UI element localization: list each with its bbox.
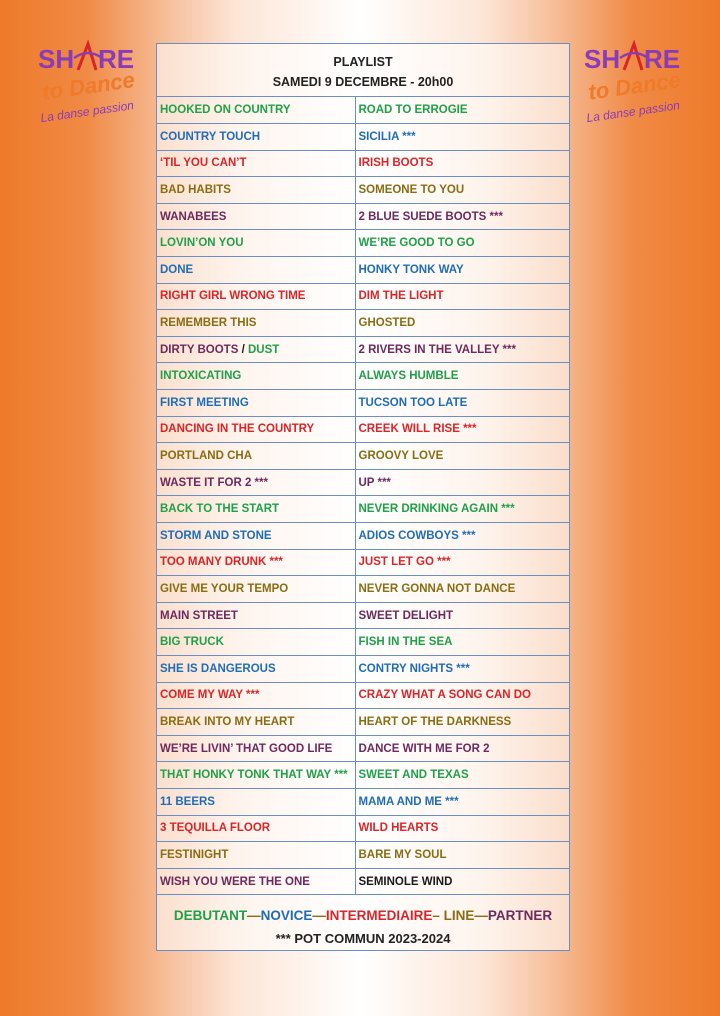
logo-text-to-dance: to Dance (586, 67, 683, 105)
song-title: SEMINOLE WIND (358, 875, 453, 888)
song-cell-left (157, 336, 355, 363)
song-cell-right (355, 97, 569, 124)
song-cell-right (355, 868, 569, 895)
song-cell-left (157, 576, 355, 603)
song-cell-left (157, 709, 355, 736)
song-title: INTOXICATING (160, 370, 242, 383)
song-cell-right (355, 390, 569, 417)
song-title: WE’RE LIVIN’ THAT GOOD LIFE (160, 742, 333, 755)
share-to-dance-logo-right (580, 36, 690, 126)
level-label: INTERMEDIAIRE (325, 908, 433, 924)
logo-text-sh: SH (584, 44, 621, 74)
song-cell-right (355, 124, 569, 151)
song-title: 2 BLUE SUEDE BOOTS *** (358, 210, 503, 223)
song-cell-right (355, 443, 569, 470)
table-row (157, 257, 569, 284)
song-title: GIVE ME YOUR TEMPO (160, 582, 289, 595)
logo-dancer-shape (78, 44, 96, 70)
song-title: SWEET DELIGHT (358, 609, 454, 622)
song-title: / (238, 343, 248, 356)
song-title: WASTE IT FOR 2 *** (160, 476, 268, 489)
table-row (157, 602, 569, 629)
song-cell-right (355, 523, 569, 550)
song-title: BAD HABITS (160, 184, 231, 197)
song-title: SICILIA *** (358, 130, 416, 143)
song-title: WANABEES (160, 210, 227, 223)
song-title: ‘TIL YOU CAN’T (160, 157, 247, 170)
song-title: ROAD TO ERROGIE (358, 104, 468, 117)
song-cell-left (157, 469, 355, 496)
song-title: JUST LET GO *** (358, 556, 451, 569)
song-cell-left (157, 655, 355, 682)
logo-text-re: RE (98, 44, 135, 74)
song-cell-left (157, 443, 355, 470)
song-cell-right (355, 257, 569, 284)
song-cell-right (355, 682, 569, 709)
song-title: DONE (160, 263, 194, 276)
song-cell-right (355, 549, 569, 576)
share-to-dance-logo-left (34, 36, 144, 126)
table-row (157, 709, 569, 736)
legend-footer (157, 895, 569, 951)
song-title: CONTRY NIGHTS *** (358, 662, 470, 675)
level-label: — (474, 908, 488, 924)
song-title: GHOSTED (358, 317, 416, 330)
song-cell-right (355, 203, 569, 230)
song-cell-right (355, 177, 569, 204)
song-title: STORM AND STONE (160, 529, 272, 542)
song-cell-left (157, 177, 355, 204)
song-title: CREEK WILL RISE *** (358, 423, 477, 436)
song-title: CRAZY WHAT A SONG CAN DO (358, 689, 531, 702)
table-row (157, 363, 569, 390)
table-row (157, 283, 569, 310)
table-row (157, 443, 569, 470)
song-title: BACK TO THE START (160, 503, 280, 516)
table-row (157, 390, 569, 417)
song-cell-right (355, 336, 569, 363)
footnote: *** POT COMMUN 2023-2024 (275, 931, 451, 947)
song-title: FESTINIGHT (160, 848, 229, 861)
table-row (157, 203, 569, 230)
song-title: SHE IS DANGEROUS (160, 662, 276, 675)
song-title: COME MY WAY *** (160, 689, 260, 702)
song-title: THAT HONKY TONK THAT WAY *** (160, 769, 348, 782)
logo-graphic (34, 36, 144, 126)
song-title: HOOKED ON COUNTRY (160, 104, 291, 117)
song-cell-right (355, 788, 569, 815)
song-cell-left (157, 629, 355, 656)
song-title: GROOVY LOVE (358, 450, 444, 463)
song-cell-left (157, 549, 355, 576)
song-cell-left (157, 842, 355, 869)
song-cell-left (157, 150, 355, 177)
song-cell-left (157, 97, 355, 124)
level-label: NOVICE (260, 908, 313, 924)
logo-tagline: La danse passion (585, 98, 681, 126)
song-title: NEVER GONNA NOT DANCE (358, 582, 516, 595)
song-cell-right (355, 310, 569, 337)
playlist-title: PLAYLIST (333, 55, 393, 69)
table-row (157, 124, 569, 151)
logo-graphic (580, 36, 690, 126)
song-cell-left (157, 363, 355, 390)
song-cell-right (355, 496, 569, 523)
song-cell-left (157, 762, 355, 789)
song-cell-left (157, 416, 355, 443)
song-title: BARE MY SOUL (358, 848, 447, 861)
song-title: HEART OF THE DARKNESS (358, 715, 512, 728)
song-cell-right (355, 762, 569, 789)
level-label: — (247, 908, 261, 924)
song-title: LOVIN’ON YOU (160, 237, 244, 250)
song-cell-right (355, 735, 569, 762)
song-title: 11 BEERS (160, 795, 215, 808)
song-title: FISH IN THE SEA (358, 636, 453, 649)
song-title: SWEET AND TEXAS (358, 769, 469, 782)
level-label: — (312, 908, 326, 924)
table-row (157, 177, 569, 204)
song-title: UP *** (358, 476, 391, 489)
table-row (157, 629, 569, 656)
table-row (157, 735, 569, 762)
table-row (157, 230, 569, 257)
level-label: DEBUTANT (173, 908, 248, 924)
song-cell-left (157, 390, 355, 417)
table-row (157, 97, 569, 124)
song-cell-right (355, 842, 569, 869)
song-cell-left (157, 602, 355, 629)
table-row (157, 310, 569, 337)
table-row (157, 150, 569, 177)
song-cell-right (355, 416, 569, 443)
song-cell-left (157, 496, 355, 523)
song-title: DIM THE LIGHT (358, 290, 444, 303)
table-row (157, 788, 569, 815)
table-row (157, 682, 569, 709)
song-title: MAMA AND ME *** (358, 795, 459, 808)
song-title: DANCING IN THE COUNTRY (160, 423, 315, 436)
song-title: SOMEONE TO YOU (358, 184, 465, 197)
song-cell-right (355, 150, 569, 177)
song-cell-right (355, 283, 569, 310)
song-cell-left (157, 868, 355, 895)
song-title: HONKY TONK WAY (358, 263, 464, 276)
playlist-sheet (156, 43, 570, 951)
table-row (157, 336, 569, 363)
song-cell-left (157, 230, 355, 257)
song-cell-right (355, 363, 569, 390)
song-cell-left (157, 523, 355, 550)
song-title: BIG TRUCK (160, 636, 224, 649)
song-title: 2 RIVERS IN THE VALLEY *** (358, 343, 516, 356)
song-cell-left (157, 310, 355, 337)
song-title: FIRST MEETING (160, 396, 249, 409)
song-title: DUST (247, 343, 280, 356)
logo-dancer-shape (624, 44, 642, 70)
song-title: BREAK INTO MY HEART (160, 715, 295, 728)
song-cell-left (157, 788, 355, 815)
song-cell-left (157, 735, 355, 762)
table-row (157, 815, 569, 842)
table-row (157, 868, 569, 895)
song-title: 3 TEQUILLA FLOOR (160, 822, 271, 835)
table-row (157, 842, 569, 869)
song-title: NEVER DRINKING AGAIN *** (358, 503, 515, 516)
song-cell-left (157, 815, 355, 842)
table-row (157, 523, 569, 550)
song-cell-right (355, 709, 569, 736)
table-row (157, 576, 569, 603)
song-title: MAIN STREET (160, 609, 238, 622)
song-title: WISH YOU WERE THE ONE (160, 875, 310, 888)
song-title: PORTLAND CHA (160, 450, 252, 463)
song-title: RIGHT GIRL WRONG TIME (160, 290, 306, 303)
song-title: DANCE WITH ME FOR 2 (358, 742, 490, 755)
song-cell-left (157, 124, 355, 151)
table-row (157, 469, 569, 496)
logo-tagline: La danse passion (39, 98, 135, 126)
song-cell-right (355, 469, 569, 496)
table-row (157, 549, 569, 576)
song-title: TUCSON TOO LATE (358, 396, 468, 409)
song-title: IRISH BOOTS (358, 157, 434, 170)
logo-text-sh: SH (38, 44, 75, 74)
level-label: LINE (443, 908, 475, 924)
song-cell-right (355, 602, 569, 629)
table-row (157, 496, 569, 523)
song-title: WILD HEARTS (358, 822, 439, 835)
song-title: WE’RE GOOD TO GO (358, 237, 475, 250)
dance-levels-legend (157, 905, 569, 927)
song-title: REMEMBER THIS (160, 317, 257, 330)
song-title: COUNTRY TOUCH (160, 130, 261, 143)
song-cell-right (355, 629, 569, 656)
song-title: ALWAYS HUMBLE (358, 370, 459, 383)
song-cell-left (157, 283, 355, 310)
level-label: – (432, 908, 444, 924)
logo-text-re: RE (644, 44, 681, 74)
song-title: TOO MANY DRUNK *** (160, 556, 283, 569)
playlist-table (157, 97, 569, 895)
song-cell-left (157, 203, 355, 230)
song-cell-right (355, 815, 569, 842)
song-cell-right (355, 655, 569, 682)
song-title: DIRTY BOOTS (160, 343, 239, 356)
logo-text-to-dance: to Dance (40, 67, 137, 105)
song-cell-right (355, 576, 569, 603)
playlist-header (157, 44, 569, 97)
song-cell-left (157, 257, 355, 284)
song-cell-right (355, 230, 569, 257)
table-row (157, 762, 569, 789)
level-label: PARTNER (487, 908, 553, 924)
song-cell-left (157, 682, 355, 709)
song-title: ADIOS COWBOYS *** (358, 529, 476, 542)
table-row (157, 655, 569, 682)
table-row (157, 416, 569, 443)
event-date: SAMEDI 9 DECEMBRE - 20h00 (272, 75, 454, 89)
